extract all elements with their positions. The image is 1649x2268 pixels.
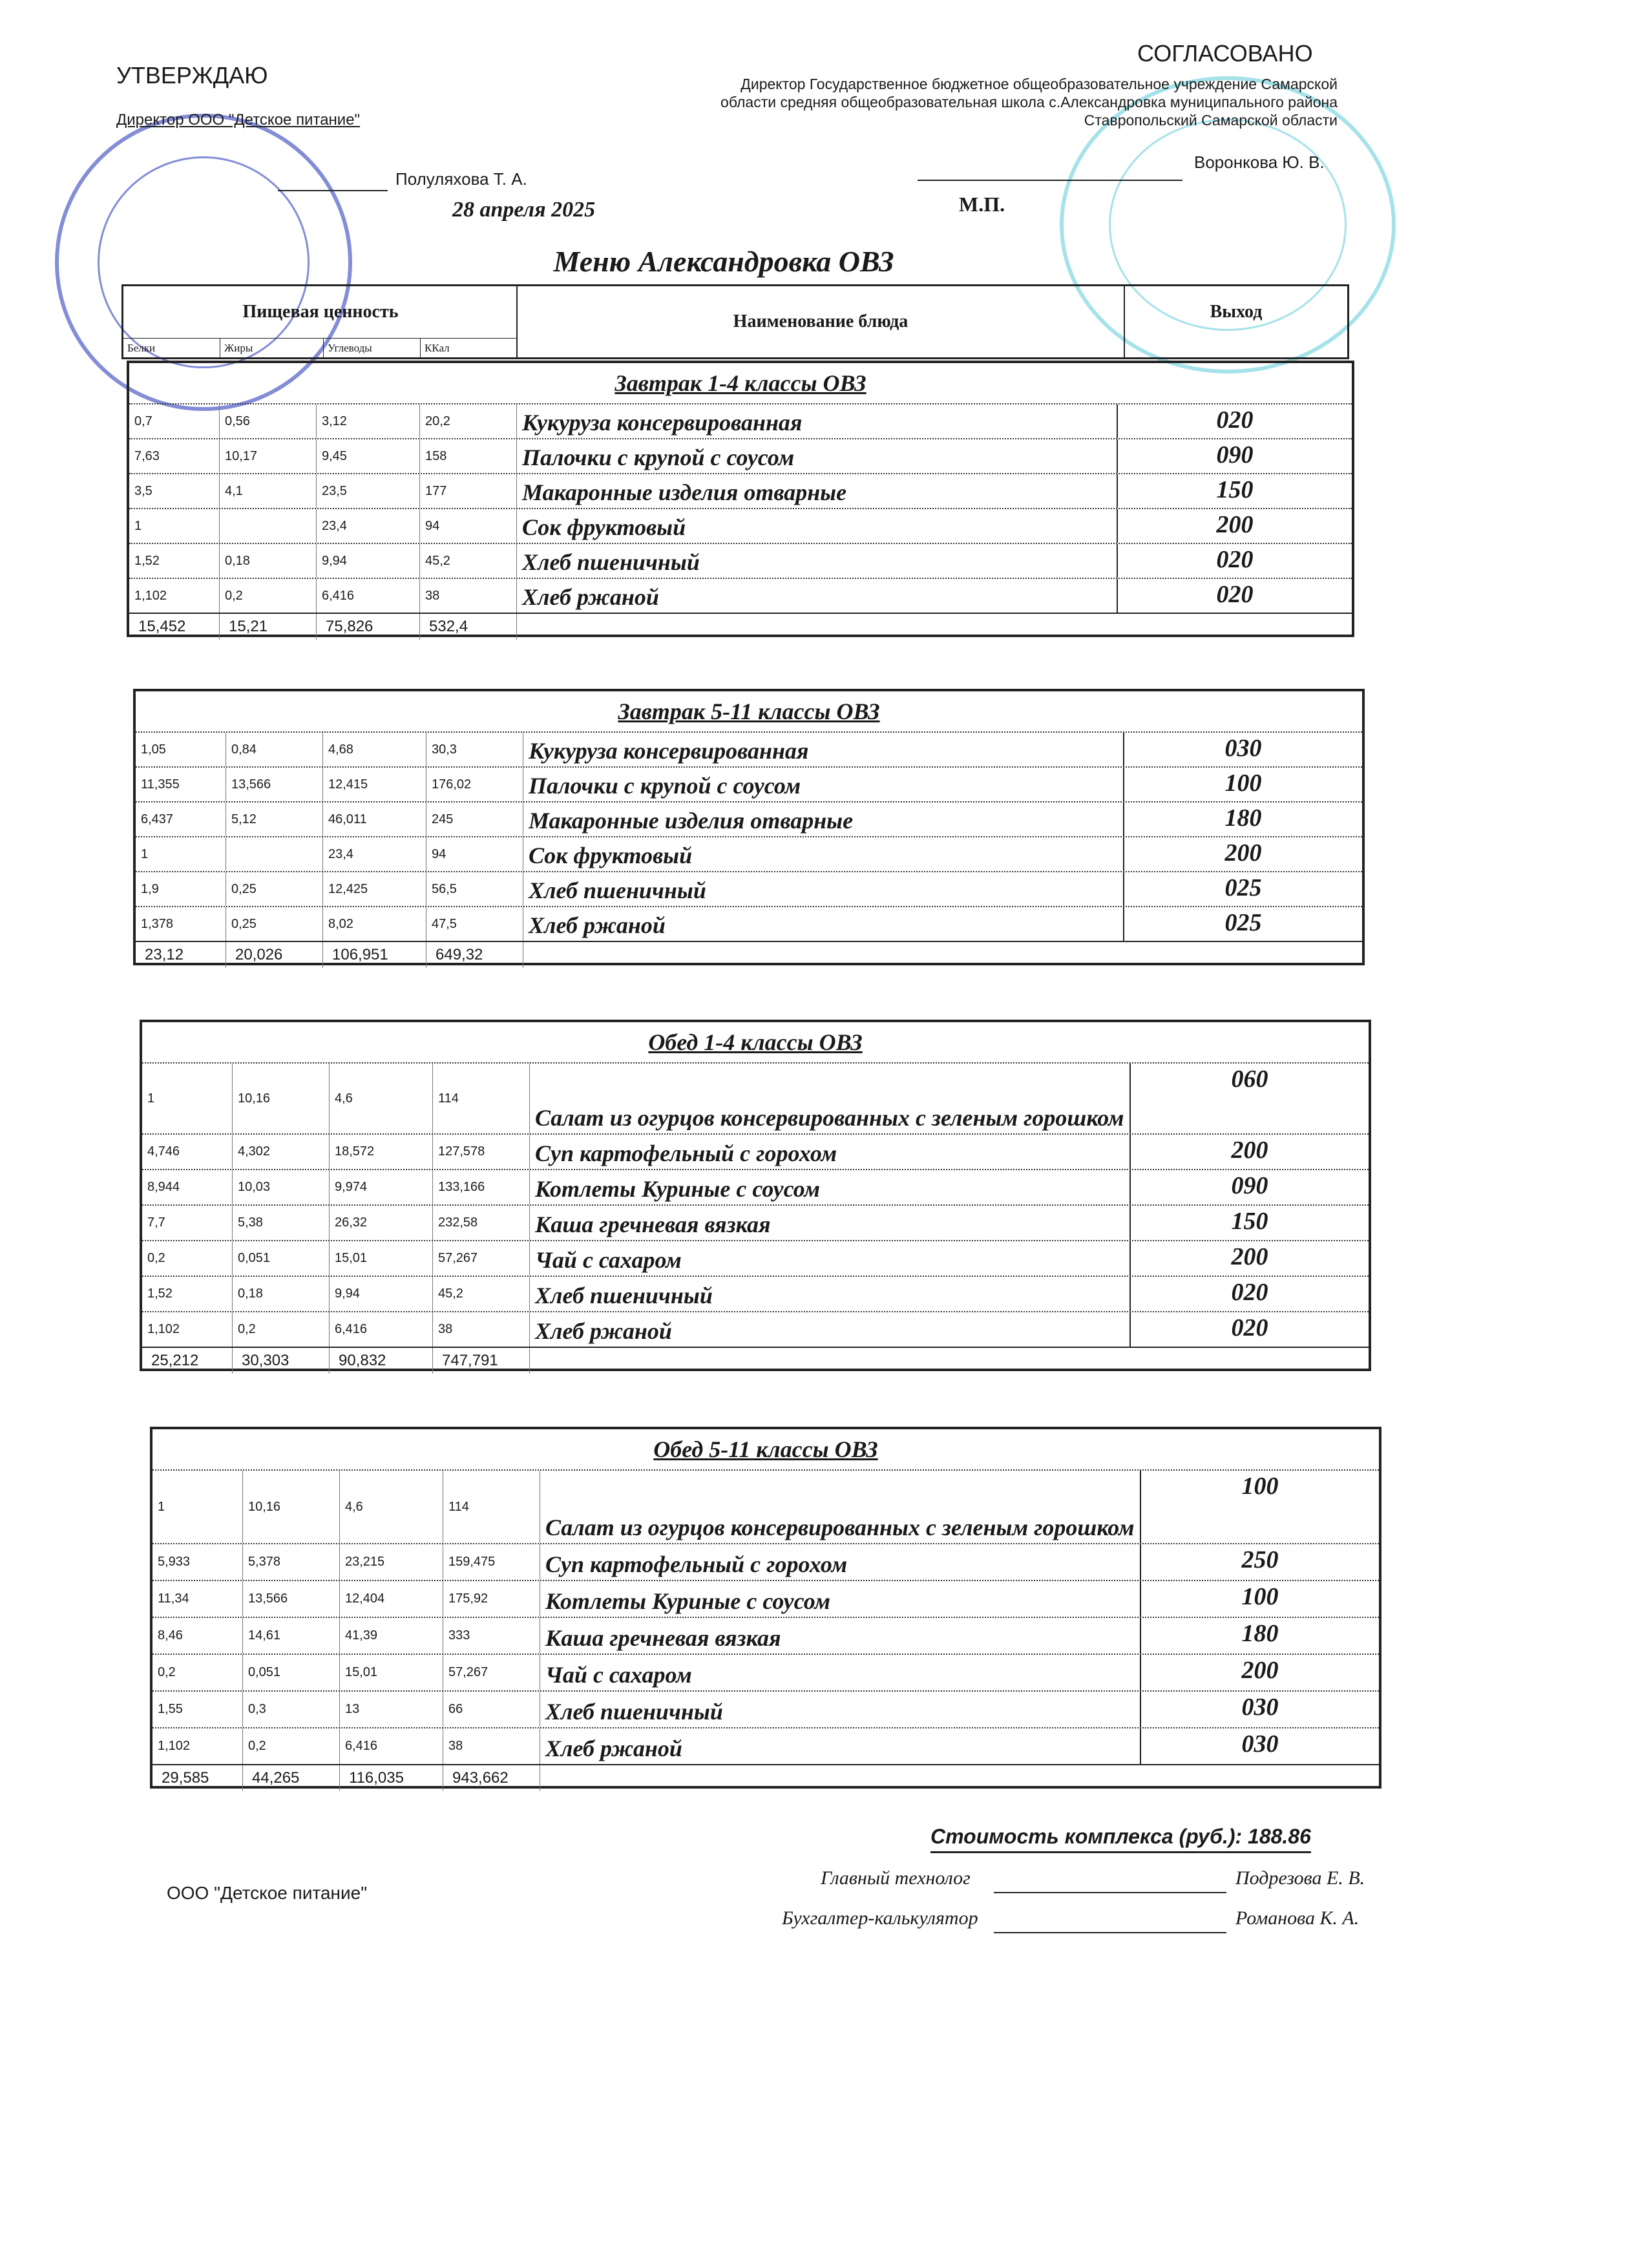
- table-row: [129, 543, 1352, 578]
- cell-yield: 025: [1224, 909, 1262, 936]
- cell-carbs: 4,6: [330, 1064, 433, 1133]
- cell-dish-name: Котлеты Куриные с соусом: [530, 1170, 1131, 1204]
- table-row: [142, 1169, 1369, 1204]
- cell-carbs: 15,01: [340, 1655, 443, 1690]
- cell-carbs: 6,416: [340, 1728, 443, 1764]
- cell-fats: 0,56: [220, 404, 317, 438]
- cell-fats: 0,2: [220, 579, 317, 613]
- cell-kcal: 133,166: [433, 1170, 530, 1204]
- totals-row: [152, 1764, 1379, 1791]
- cell-fats: 0,18: [233, 1277, 330, 1311]
- cell-yield: 030: [1241, 1694, 1279, 1721]
- table-row: [136, 801, 1362, 836]
- total-kcal: 747,791: [433, 1348, 530, 1374]
- cell-carbs: 6,416: [317, 579, 420, 613]
- table-row: [129, 438, 1352, 473]
- cell-carbs: 23,4: [317, 509, 420, 543]
- cell-kcal: 333: [443, 1618, 540, 1654]
- table-row: [152, 1690, 1379, 1727]
- cell-carbs: 41,39: [340, 1618, 443, 1654]
- complex-cost: Стоимость комплекса (руб.): 188.86: [930, 1825, 1311, 1853]
- cell-dish-name: Сок фруктовый: [523, 837, 1124, 871]
- cell-dish-name: Салат из огурцов консервированных с зеленым горошком: [540, 1471, 1141, 1543]
- cell-kcal: 175,92: [443, 1581, 540, 1617]
- totals-row: [142, 1347, 1369, 1374]
- total-carbs: 116,035: [340, 1765, 443, 1791]
- menu-section: [150, 1427, 1381, 1789]
- chief-technologist-role: Главный технолог: [821, 1867, 971, 1889]
- cell-proteins: 1: [136, 837, 226, 871]
- cell-yield: 200: [1231, 1137, 1268, 1164]
- cell-fats: 0,3: [243, 1692, 340, 1727]
- cell-yield: 100: [1241, 1583, 1279, 1610]
- cell-dish-name: Суп картофельный с горохом: [530, 1135, 1131, 1169]
- cell-dish-name: Сок фруктовый: [517, 509, 1118, 543]
- total-proteins: 23,12: [136, 942, 226, 968]
- cell-fats: 0,2: [233, 1312, 330, 1347]
- total-carbs: 75,826: [317, 614, 420, 640]
- table-row: [129, 403, 1352, 438]
- cell-proteins: 1,9: [136, 872, 226, 906]
- cell-proteins: 1: [142, 1064, 233, 1133]
- cell-proteins: 0,7: [129, 404, 220, 438]
- table-row: [152, 1617, 1379, 1654]
- total-carbs: 106,951: [323, 942, 426, 968]
- cell-proteins: 1: [129, 509, 220, 543]
- table-row: [152, 1727, 1379, 1764]
- cell-kcal: 38: [433, 1312, 530, 1347]
- agreement-name: Воронкова Ю. В.: [1194, 152, 1325, 172]
- cell-kcal: 38: [420, 579, 517, 613]
- cell-kcal: 177: [420, 474, 517, 508]
- table-row: [136, 731, 1362, 766]
- cell-fats: 5,12: [226, 803, 323, 836]
- cell-proteins: 1,55: [152, 1692, 243, 1727]
- agreement-role-line-1: Директор Государственное бюджетное общеобразовательное учреждение Самарской: [740, 76, 1338, 92]
- cell-proteins: 11,355: [136, 768, 226, 801]
- cell-carbs: 23,5: [317, 474, 420, 508]
- cell-fats: 14,61: [243, 1618, 340, 1654]
- header-dish-name: Наименование блюда: [518, 286, 1125, 357]
- table-row: [129, 508, 1352, 543]
- cell-carbs: 9,94: [330, 1277, 433, 1311]
- cell-kcal: 66: [443, 1692, 540, 1727]
- cell-fats: 4,1: [220, 474, 317, 508]
- cell-proteins: 1,52: [129, 544, 220, 578]
- cell-dish-name: Палочки с крупой с соусом: [523, 768, 1124, 801]
- total-fats: 30,303: [233, 1348, 330, 1374]
- cell-carbs: 12,404: [340, 1581, 443, 1617]
- table-row: [142, 1240, 1369, 1276]
- cell-carbs: 12,415: [323, 768, 426, 801]
- cell-yield: 250: [1241, 1546, 1279, 1573]
- header-yield: Выход: [1210, 302, 1263, 322]
- cell-fats: 10,03: [233, 1170, 330, 1204]
- table-row: [136, 766, 1362, 801]
- cell-yield: 090: [1216, 441, 1254, 468]
- cell-proteins: 6,437: [136, 803, 226, 836]
- accountant-name: Романова К. А.: [1235, 1907, 1360, 1929]
- cell-yield: 025: [1224, 874, 1262, 901]
- cell-carbs: 4,68: [323, 733, 426, 766]
- total-fats: 20,026: [226, 942, 323, 968]
- cell-dish-name: Хлеб ржаной: [530, 1312, 1131, 1347]
- section-title: Завтрак 1-4 классы ОВЗ: [614, 370, 867, 396]
- cell-carbs: 18,572: [330, 1135, 433, 1169]
- cell-dish-name: Кукуруза консервированная: [523, 733, 1124, 766]
- cell-yield: 020: [1231, 1279, 1268, 1306]
- cell-kcal: 45,2: [433, 1277, 530, 1311]
- cell-carbs: 6,416: [330, 1312, 433, 1347]
- cell-yield: 200: [1241, 1657, 1279, 1684]
- cell-dish-name: Хлеб ржаной: [523, 907, 1124, 941]
- agreement-title: СОГЛАСОВАНО: [1137, 40, 1313, 67]
- cell-proteins: 7,63: [129, 439, 220, 473]
- cell-fats: 0,051: [233, 1241, 330, 1276]
- cell-dish-name: Суп картофельный с горохом: [540, 1544, 1141, 1580]
- cell-fats: 5,38: [233, 1206, 330, 1240]
- cell-fats: 13,566: [243, 1581, 340, 1617]
- cell-dish-name: Палочки с крупой с соусом: [517, 439, 1118, 473]
- total-kcal: 649,32: [426, 942, 523, 968]
- cell-yield: 020: [1231, 1314, 1268, 1341]
- total-proteins: 29,585: [152, 1765, 243, 1791]
- cell-carbs: 15,01: [330, 1241, 433, 1276]
- cell-kcal: 114: [443, 1471, 540, 1543]
- accountant-role: Бухгалтер-калькулятор: [782, 1907, 978, 1929]
- cell-yield: 060: [1231, 1066, 1268, 1093]
- section-title: Обед 1-4 классы ОВЗ: [648, 1029, 863, 1055]
- chief-technologist-signature-line: [994, 1892, 1226, 1893]
- total-proteins: 25,212: [142, 1348, 233, 1374]
- cell-proteins: 1,102: [142, 1312, 233, 1347]
- cell-fats: 4,302: [233, 1135, 330, 1169]
- cell-proteins: 1,52: [142, 1277, 233, 1311]
- total-kcal: 943,662: [443, 1765, 540, 1791]
- approval-role: Директор ООО "Детское питание": [116, 111, 361, 129]
- cell-yield: 030: [1241, 1730, 1279, 1758]
- total-proteins: 15,452: [129, 614, 220, 640]
- cell-dish-name: Чай с сахаром: [540, 1655, 1141, 1690]
- table-row: [136, 836, 1362, 871]
- cell-dish-name: Хлеб пшеничный: [523, 872, 1124, 906]
- cell-kcal: 20,2: [420, 404, 517, 438]
- cell-dish-name: Каша гречневая вязкая: [530, 1206, 1131, 1240]
- cell-carbs: 9,974: [330, 1170, 433, 1204]
- cell-kcal: 158: [420, 439, 517, 473]
- accountant-signature-line: [994, 1932, 1226, 1933]
- cell-yield: 030: [1224, 735, 1262, 762]
- table-row: [142, 1062, 1369, 1133]
- total-fats: 44,265: [243, 1765, 340, 1791]
- table-row: [152, 1654, 1379, 1690]
- totals-row: [129, 613, 1352, 640]
- approval-date: 28 апреля 2025: [452, 198, 596, 222]
- cell-yield: 150: [1231, 1208, 1268, 1235]
- cell-fats: [220, 509, 317, 543]
- section-title: Обед 5-11 классы ОВЗ: [653, 1436, 878, 1462]
- agreement-role-line-3: Ставропольский Самарской области: [1084, 112, 1338, 129]
- table-row: [136, 871, 1362, 906]
- cell-dish-name: Хлеб пшеничный: [530, 1277, 1131, 1311]
- cell-dish-name: Каша гречневая вязкая: [540, 1618, 1141, 1654]
- agreement-role-line-2: области средняя общеобразовательная школа с.Александровка муниципального района: [720, 94, 1338, 110]
- cell-carbs: 23,4: [323, 837, 426, 871]
- cell-kcal: 94: [420, 509, 517, 543]
- cell-fats: 0,2: [243, 1728, 340, 1764]
- table-row: [152, 1543, 1379, 1580]
- cell-dish-name: Хлеб ржаной: [517, 579, 1118, 613]
- cell-fats: 5,378: [243, 1544, 340, 1580]
- menu-section: [140, 1020, 1371, 1371]
- table-header: [121, 284, 1349, 359]
- table-row: [142, 1276, 1369, 1311]
- header-proteins: Белки: [123, 338, 220, 357]
- cell-proteins: 1,05: [136, 733, 226, 766]
- table-row: [129, 578, 1352, 613]
- cell-fats: 0,25: [226, 907, 323, 941]
- cell-proteins: 1,102: [129, 579, 220, 613]
- cell-kcal: 56,5: [426, 872, 523, 906]
- cell-carbs: 23,215: [340, 1544, 443, 1580]
- cell-kcal: 94: [426, 837, 523, 871]
- cell-dish-name: Хлеб ржаной: [540, 1728, 1141, 1764]
- cell-carbs: 26,32: [330, 1206, 433, 1240]
- cell-dish-name: Макаронные изделия отварные: [517, 474, 1118, 508]
- table-row: [142, 1311, 1369, 1347]
- approval-name: Полуляхова Т. А.: [395, 169, 527, 189]
- cell-fats: 10,16: [243, 1471, 340, 1543]
- menu-section: [127, 361, 1354, 637]
- cell-dish-name: Кукуруза консервированная: [517, 404, 1118, 438]
- cell-proteins: 11,34: [152, 1581, 243, 1617]
- table-row: [129, 473, 1352, 508]
- cell-kcal: 57,267: [433, 1241, 530, 1276]
- nutrition-header: [123, 286, 518, 357]
- cell-kcal: 45,2: [420, 544, 517, 578]
- cell-kcal: 30,3: [426, 733, 523, 766]
- cell-yield: 150: [1216, 476, 1254, 503]
- cell-yield: 100: [1224, 770, 1262, 797]
- cell-kcal: 127,578: [433, 1135, 530, 1169]
- cell-dish-name: Чай с сахаром: [530, 1241, 1131, 1276]
- cell-carbs: 9,94: [317, 544, 420, 578]
- seal-mark: М.П.: [959, 193, 1005, 216]
- table-row: [152, 1580, 1379, 1617]
- cell-yield: 180: [1241, 1620, 1279, 1647]
- cell-fats: 10,17: [220, 439, 317, 473]
- cell-proteins: 1,378: [136, 907, 226, 941]
- cell-kcal: 114: [433, 1064, 530, 1133]
- agreement-role: [640, 75, 1338, 129]
- cell-proteins: 8,944: [142, 1170, 233, 1204]
- cell-carbs: 8,02: [323, 907, 426, 941]
- approval-title: УТВЕРЖДАЮ: [116, 62, 268, 89]
- cell-yield: 020: [1216, 581, 1254, 608]
- cell-fats: 0,18: [220, 544, 317, 578]
- cell-fats: [226, 837, 323, 871]
- cell-fats: 10,16: [233, 1064, 330, 1133]
- cell-proteins: 1,102: [152, 1728, 243, 1764]
- cell-kcal: 47,5: [426, 907, 523, 941]
- cell-proteins: 4,746: [142, 1135, 233, 1169]
- table-row: [142, 1204, 1369, 1240]
- cell-yield: 020: [1216, 546, 1254, 573]
- menu-title: Меню Александровка ОВЗ: [553, 245, 894, 278]
- cell-carbs: 13: [340, 1692, 443, 1727]
- cell-dish-name: Хлеб пшеничный: [540, 1692, 1141, 1727]
- cell-fats: 13,566: [226, 768, 323, 801]
- total-fats: 15,21: [220, 614, 317, 640]
- cell-proteins: 3,5: [129, 474, 220, 508]
- totals-row: [136, 941, 1362, 968]
- cell-proteins: 5,933: [152, 1544, 243, 1580]
- cell-fats: 0,25: [226, 872, 323, 906]
- header-fats: Жиры: [220, 338, 324, 357]
- cell-yield: 180: [1224, 804, 1262, 832]
- cell-yield: 200: [1216, 511, 1254, 538]
- cell-kcal: 159,475: [443, 1544, 540, 1580]
- cell-proteins: 0,2: [142, 1241, 233, 1276]
- nutrition-title: Пищевая ценность: [242, 302, 399, 322]
- cell-yield: 090: [1231, 1172, 1268, 1199]
- approval-signature-line: [278, 190, 388, 191]
- cell-yield: 100: [1241, 1473, 1279, 1500]
- header-kcal: ККал: [421, 338, 518, 357]
- chief-technologist-name: Подрезова Е. В.: [1235, 1867, 1365, 1889]
- cell-kcal: 38: [443, 1728, 540, 1764]
- cell-carbs: 12,425: [323, 872, 426, 906]
- table-row: [152, 1469, 1379, 1543]
- cell-fats: 0,051: [243, 1655, 340, 1690]
- footer-organization: ООО "Детское питание": [167, 1883, 368, 1903]
- cell-proteins: 0,2: [152, 1655, 243, 1690]
- cell-carbs: 9,45: [317, 439, 420, 473]
- cell-yield: 200: [1231, 1243, 1268, 1270]
- cell-kcal: 176,02: [426, 768, 523, 801]
- cell-proteins: 7,7: [142, 1206, 233, 1240]
- cell-proteins: 8,46: [152, 1618, 243, 1654]
- table-row: [142, 1133, 1369, 1169]
- cell-kcal: 232,58: [433, 1206, 530, 1240]
- cell-dish-name: Макаронные изделия отварные: [523, 803, 1124, 836]
- cell-proteins: 1: [152, 1471, 243, 1543]
- cell-carbs: 3,12: [317, 404, 420, 438]
- cell-dish-name: Котлеты Куриные с соусом: [540, 1581, 1141, 1617]
- cell-carbs: 4,6: [340, 1471, 443, 1543]
- table-row: [136, 906, 1362, 941]
- cell-yield: 020: [1216, 406, 1254, 434]
- header-carbs: Углеводы: [324, 338, 421, 357]
- total-carbs: 90,832: [330, 1348, 433, 1374]
- cell-dish-name: Салат из огурцов консервированных с зеленым горошком: [530, 1064, 1131, 1133]
- cell-kcal: 245: [426, 803, 523, 836]
- cell-fats: 0,84: [226, 733, 323, 766]
- cell-carbs: 46,011: [323, 803, 426, 836]
- menu-section: [133, 689, 1365, 965]
- cell-kcal: 57,267: [443, 1655, 540, 1690]
- total-kcal: 532,4: [420, 614, 517, 640]
- section-title: Завтрак 5-11 классы ОВЗ: [618, 698, 880, 724]
- cell-dish-name: Хлеб пшеничный: [517, 544, 1118, 578]
- agreement-signature-line: [918, 180, 1182, 181]
- cell-yield: 200: [1224, 839, 1262, 866]
